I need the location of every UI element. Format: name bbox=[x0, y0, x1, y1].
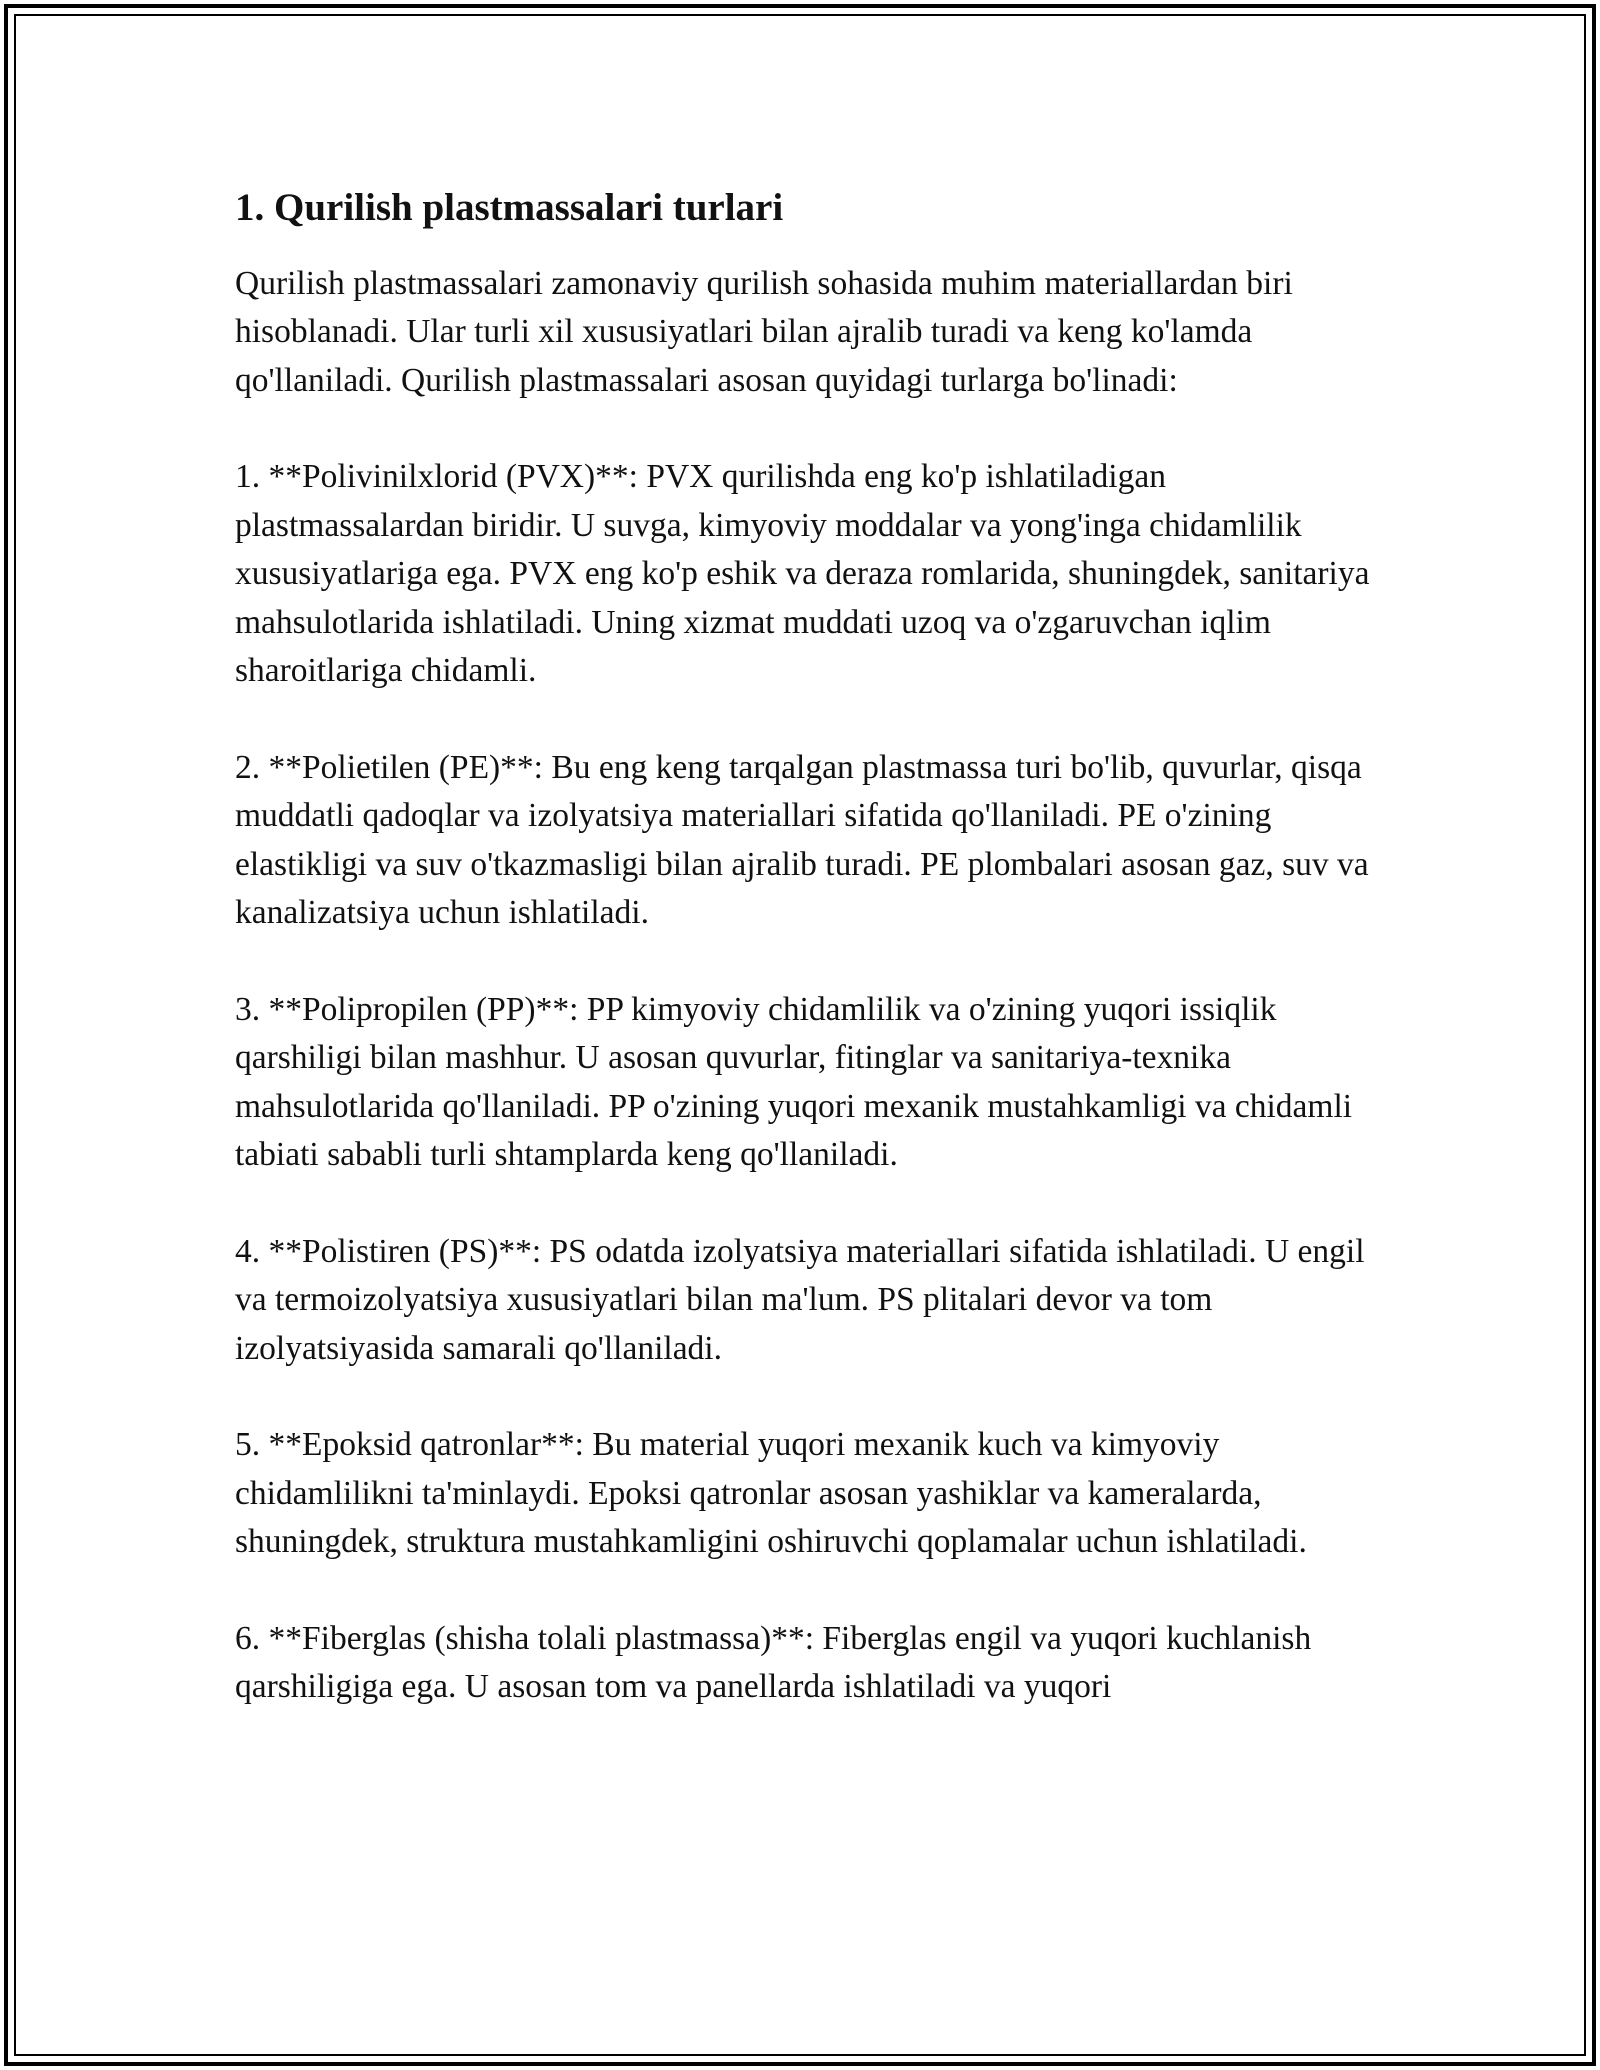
list-item-ps: 4. **Polistiren (PS)**: PS odatda izolyatsiya materiallari sifatida ishlatiladi. U engil va termoizolyatsiya xususiyatlari bilan ma'lum. PS plitalari devor va tom izolyatsiyasida samarali qo'llaniladi. bbox=[235, 1232, 1365, 1367]
document-page bbox=[235, 185, 1380, 1760]
list-item-epoxy: 5. **Epoksid qatronlar**: Bu material yuqori mexanik kuch va kimyoviy chidamlilikni ta'minlaydi. Epoksi qatronlar asosan yashiklar va kameralarda, shuningdek, struktura mustahkamligini oshiruvchi qoplamalar uchun ishlatiladi. bbox=[235, 1426, 1307, 1561]
list-item-pe: 2. **Polietilen (PE)**: Bu eng keng tarqalgan plastmassa turi bo'lib, quvurlar, qisqa muddatli qadoqlar va izolyatsiya materiallari sifatida qo'llaniladi. PE o'zining elastikligi va suv o'tkazmasligi bilan ajralib turadi. PE plombalari asosan gaz, suv va kanalizatsiya uchun ishlatiladi. bbox=[235, 748, 1369, 932]
list-item-fiberglass: 6. **Fiberglas (shisha tolali plastmassa)**: Fiberglas engil va yuqori kuchlanish qarshiligiga ega. U asosan tom va panellarda ishlatiladi va yuqori bbox=[235, 1620, 1312, 1706]
list-item-pp: 3. **Polipropilen (PP)**: PP kimyoviy chidamlilik va o'zining yuqori issiqlik qarshiligi bilan mashhur. U asosan quvurlar, fitinglar va sanitariya-texnika mahsulotlarida qo'llaniladi. PP o'zining yuqori mexanik mustahkamligi va chidamli tabiati sababli turli shtamplarda keng qo'llaniladi. bbox=[235, 990, 1353, 1174]
section-heading: 1. Qurilish plastmassalari turlari bbox=[235, 186, 784, 229]
list-item-pvx: 1. **Polivinilxlorid (PVX)**: PVX qurilishda eng ko'p ishlatiladigan plastmassalardan biridir. U suvga, kimyoviy moddalar va yong'inga chidamlilik xususiyatlariga ega. PVX eng ko'p eshik va deraza romlarida, shuningdek, sanitariya mahsulotlarida ishlatiladi. Uning xizmat muddati uzoq va o'zgaruvchan iqlim sharoitlariga chidamli. bbox=[235, 458, 1370, 690]
intro-paragraph: Qurilish plastmassalari zamonaviy qurilish sohasida muhim materiallardan biri hisoblanadi. Ular turli xil xususiyatlari bilan ajralib turadi va keng ko'lamda qo'llaniladi. Qurilish plastmassalari asosan quyidagi turlarga bo'linadi: bbox=[235, 264, 1293, 399]
